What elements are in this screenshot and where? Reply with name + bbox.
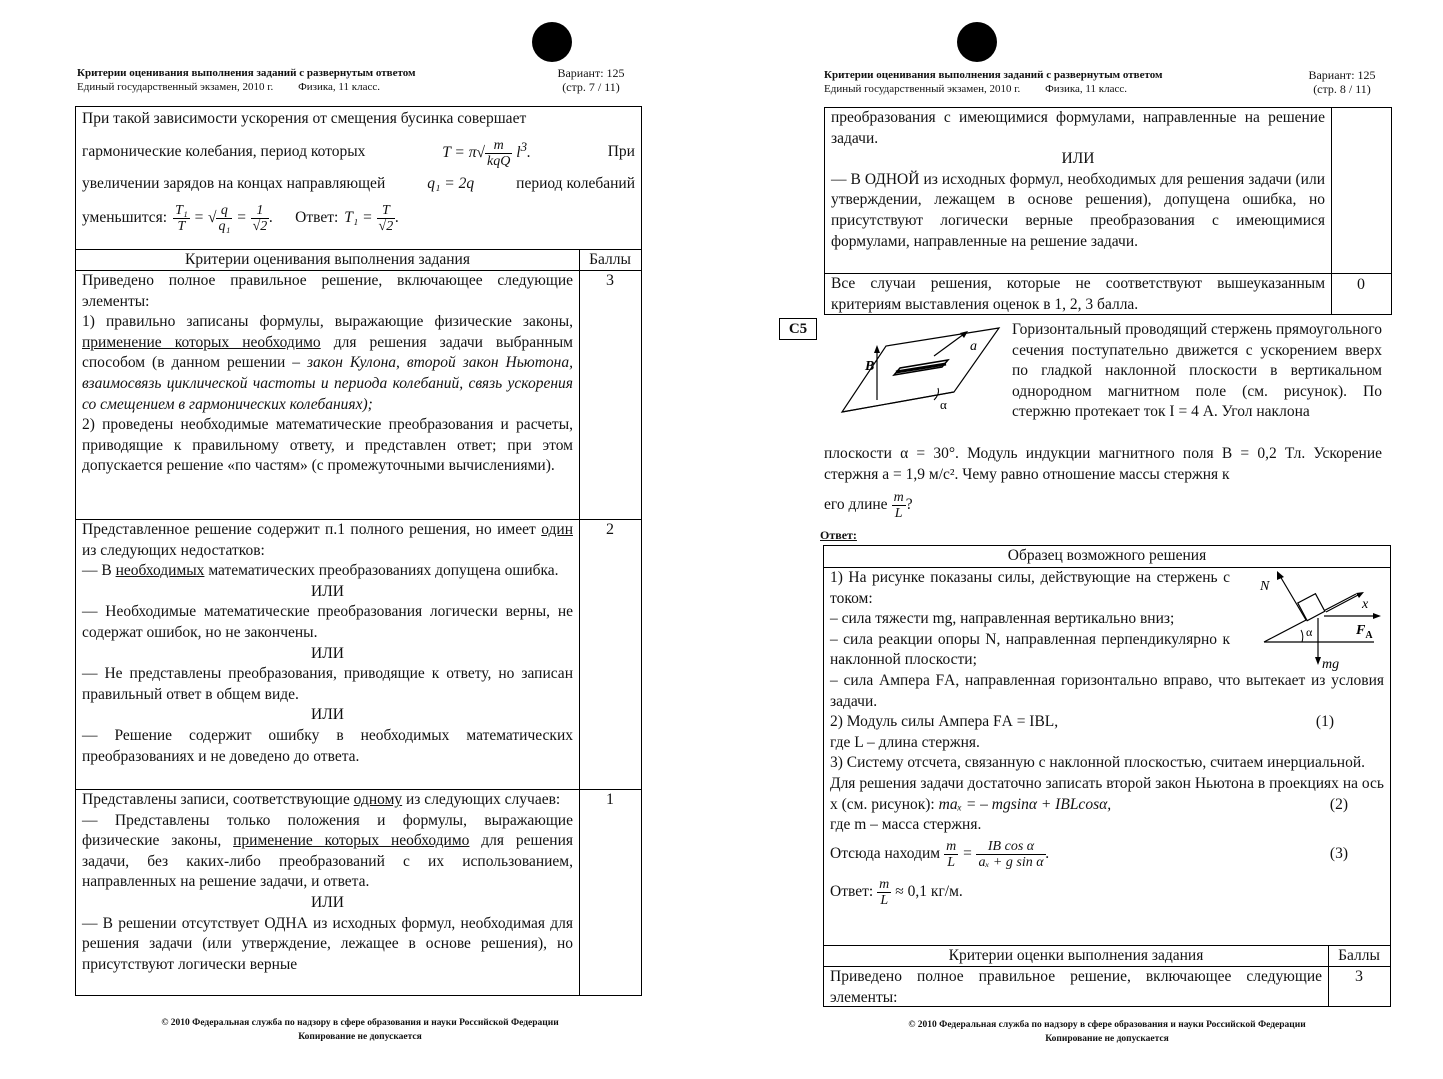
x-axis-label: x — [1362, 597, 1369, 612]
intro-line-2 — [82, 136, 635, 170]
or-label: ИЛИ — [311, 893, 344, 911]
problem-text-3 — [824, 490, 1382, 521]
solution-title: Образец возможного решения — [1007, 547, 1207, 564]
problem-text: ? — [905, 496, 913, 514]
solution-line: – сила реакции опоры N, направленная перпендикулярно к наклонной плоскости; — [830, 630, 1230, 669]
row-text: — В необходимых математических преобразованиях допущена ошибка. — [82, 562, 559, 580]
solution-line: где m – масса стержня. — [830, 816, 982, 834]
row-text: — В решении отсутствует ОДНА из исходных формул, необходимая для решения задачи (или утверждение, лежащее в основе решения), но присутствуют логически верные — [82, 914, 573, 973]
angle-label: α — [940, 397, 947, 412]
criteria-row-0 — [825, 274, 1331, 315]
gravity-label: mg — [1322, 657, 1340, 672]
score-1: 1 — [606, 791, 614, 808]
criteria-header: Критерии оценки выполнения задания — [948, 947, 1204, 964]
criteria-row-3: Приведено полное правильное решение, включающее следующие элементы: — [830, 968, 1322, 1006]
row-text: Приведено полное правильное решение, включающее следующие элементы: — [82, 272, 573, 310]
intro-text: гармонические колебания, период которых — [82, 143, 366, 161]
criteria-row-3 — [76, 271, 579, 477]
variant-box — [546, 66, 636, 94]
header-subject: Физика, 11 класс. — [1045, 83, 1128, 95]
task-label: С5 — [779, 318, 817, 340]
solution-line: Отсюда находим $\frac{m}{L}$ = $\frac{\text{IB cos α}}{\text{aₓ + g sin α}}$ . (3) — [830, 839, 1348, 871]
header-title: Критерии оценивания выполнения заданий с развернутым ответом — [77, 67, 416, 79]
criteria-row-1 — [76, 790, 579, 995]
score-header: Баллы — [1338, 947, 1380, 964]
punch-hole-icon — [957, 22, 997, 62]
solution-line: где L – длина стержня. — [830, 733, 980, 751]
footer — [817, 1018, 1397, 1046]
problem-text: его длине — [824, 496, 888, 514]
footer-notice: Копирование не допускается — [1045, 1034, 1169, 1044]
punch-hole-icon — [532, 22, 572, 62]
normal-force-label: N — [1260, 579, 1270, 594]
row-text: Представленное решение содержит п.1 полного решения, но имеет один из следующих недостатков: — [82, 521, 573, 559]
continuation-text — [825, 108, 1331, 252]
variant-label: Вариант: 125 — [557, 66, 625, 80]
intro-text: уменьшится: — [82, 208, 168, 226]
or-label: ИЛИ — [311, 582, 344, 600]
right-page — [722, 0, 1443, 1079]
footer — [70, 1016, 650, 1044]
page-number: (стр. 7 / 11) — [562, 80, 620, 94]
intro-line-1: При такой зависимости ускорения от смещения бусинка совершает — [82, 110, 527, 127]
intro-text: При — [607, 143, 635, 161]
header-exam-text: Единый государственный экзамен, 2010 г. — [77, 81, 274, 93]
score-header: Баллы — [589, 251, 631, 268]
inclined-plane-figure — [834, 320, 1004, 420]
variant-box — [1297, 68, 1387, 96]
variant-label: Вариант: 125 — [1308, 68, 1376, 82]
solution-line: 3) Систему отсчета, связанную с наклонной плоскостью, считаем инерциальной. — [830, 754, 1365, 772]
score-3: 3 — [1355, 968, 1363, 985]
charge-formula: q₁ = 2q — [427, 174, 475, 192]
header-exam-text: Единый государственный экзамен, 2010 г. — [824, 83, 1021, 95]
score-2: 2 — [606, 521, 614, 538]
equation-3: $\frac{m}{L}$ = $\frac{\text{IB cos α}}{\text{aₓ + g sin α}}$ . — [946, 839, 1050, 871]
left-page — [0, 0, 720, 1079]
ratio-formula: $\frac{\text{T₁}}{T}$ = √ $\frac{q}{\text{q₁}}$ = $\frac{1}{√2}$ . — [175, 202, 274, 234]
ampere-force-label: $F_A$ — [1356, 623, 1373, 641]
header-title: Критерии оценивания выполнения заданий с развернутым ответом — [824, 69, 1163, 81]
footer-copyright: © 2010 Федеральная служба по надзору в сфере образования и науки Российской Федерации — [161, 1018, 559, 1028]
problem-text-1: Горизонтальный проводящий стержень прямоугольного сечения поступательно движется с ускорением вверх по гладкой наклонной плоскости в вертикальном однородном магнитном поле (см. рисунок). По стержню протекает ток I = 4 А. Угол наклона — [1012, 321, 1382, 421]
b-field-label: B — [865, 359, 875, 374]
score-0: 0 — [1357, 276, 1365, 293]
problem-text-2: плоскости α = 30°. Модуль индукции магнитного поля B = 0,2 Тл. Ускорение стержня a = 1,9 м/с². Чему равно отношение массы стержня к — [824, 445, 1382, 483]
or-label: ИЛИ — [311, 644, 344, 662]
header-exam — [824, 82, 1127, 96]
row-text: Все случаи решения, которые не соответствуют вышеуказанным критериям выставления оценок в 1, 2, 3 балла. — [831, 275, 1325, 313]
solution-line: 1) На рисунке показаны силы, действующие на стержень с током: — [830, 569, 1230, 607]
intro-box — [75, 106, 642, 250]
header-exam — [77, 80, 380, 94]
forces-figure — [1244, 568, 1392, 672]
equation-2: maₓ = – mgsinα + IBLcosα, — [938, 795, 1112, 813]
solution-line: – сила Ампера FА, направленная горизонтально вправо, что вытекает из условия задачи. — [830, 671, 1384, 710]
continuation-table — [824, 107, 1392, 315]
equation-number: (3) — [1329, 845, 1348, 863]
or-label: ИЛИ — [1061, 150, 1095, 168]
answer-label: Ответ: — [820, 528, 857, 542]
acceleration-label: a — [970, 339, 977, 354]
intro-text: период колебаний — [516, 174, 635, 192]
solution-table — [823, 545, 1391, 1007]
mass-ratio: $\frac{m}{L}$ — [893, 490, 904, 521]
answer-formula: T₁ = $\frac{T}{√2}$ . — [344, 202, 400, 234]
row-text: 1) правильно записаны формулы, выражающие физические законы, применение которых необходимо для решения задачи выбранным способом (в данном решении – закон Кулона, второй закон Ньютона, взаимосвязь циклической частоты и периода колебаний, связь ускорения со смещением в гармонических колебаниях); — [82, 313, 573, 413]
row-text: 2) проведены необходимые математические преобразования и расчеты, приводящие к правильному ответу, и представлен ответ; при этом допускается решение «по частям» (с промежуточными вычислениями). — [82, 416, 573, 475]
score-3: 3 — [606, 272, 614, 289]
angle-label: α — [1306, 625, 1313, 639]
or-label: ИЛИ — [311, 706, 344, 724]
row-text: — Не представлены преобразования, приводящие к ответу, но записан правильный ответ в общем виде. — [82, 665, 573, 703]
criteria-row-2 — [76, 520, 579, 767]
solution-line: Для решения задачи достаточно записать второй закон Ньютона в проекциях на ось x (см. рисунок): maₓ = – mgsinα + IBLcosα, (2) — [830, 774, 1384, 815]
footer-notice: Копирование не допускается — [298, 1032, 422, 1042]
row-text: преобразования с имеющимися формулами, направленные на решение задачи. — [831, 109, 1325, 147]
solution-line: 2) Модуль силы Ампера FА = IBL, (1) — [830, 713, 1334, 731]
criteria-table — [75, 249, 642, 996]
header-subject: Физика, 11 класс. — [298, 81, 381, 93]
row-text: — Необходимые математические преобразования логически верны, не содержат ошибок, но не закончены. — [82, 603, 573, 641]
row-text: — Представлены только положения и формулы, выражающие физические законы, применение которых необходимо для решения задачи, без каких-либо преобразований с их использованием, направленных на решение задачи, и ответа. — [82, 811, 573, 891]
solution-answer: Ответ: $\frac{m}{L}$ ≈ 0,1 кг/м. — [830, 877, 963, 909]
intro-text: увеличении зарядов на концах направляющей — [82, 174, 386, 192]
intro-line-3 — [82, 174, 635, 195]
row-text: — Решение содержит ошибку в необходимых математических преобразованиях и не доведено до ответа. — [82, 726, 573, 765]
page-number: (стр. 8 / 11) — [1313, 82, 1371, 96]
answer-label: Ответ: — [295, 208, 339, 226]
intro-line-4 — [82, 198, 635, 238]
equation-number: (2) — [1329, 795, 1348, 813]
solution-line: – сила тяжести mg, направленная вертикально вниз; — [830, 610, 1175, 628]
row-text: — В ОДНОЙ из исходных формул, необходимых для решения задачи (или утверждении, лежащем в основе решения), допущена ошибка, но присутствуют логически верные преобразования с имеющимися формулами, направленные на решение задачи. — [831, 170, 1325, 250]
footer-copyright: © 2010 Федеральная служба по надзору в сфере образования и науки Российской Федерации — [908, 1020, 1306, 1030]
row-text: Представлены записи, соответствующие одному из следующих случаев: — [82, 791, 561, 808]
table-header: Критерии оценивания выполнения задания — [185, 251, 470, 268]
period-formula: T = π√ $\frac{m}{\text{kqQ}}$ $l^3$. — [442, 137, 531, 169]
